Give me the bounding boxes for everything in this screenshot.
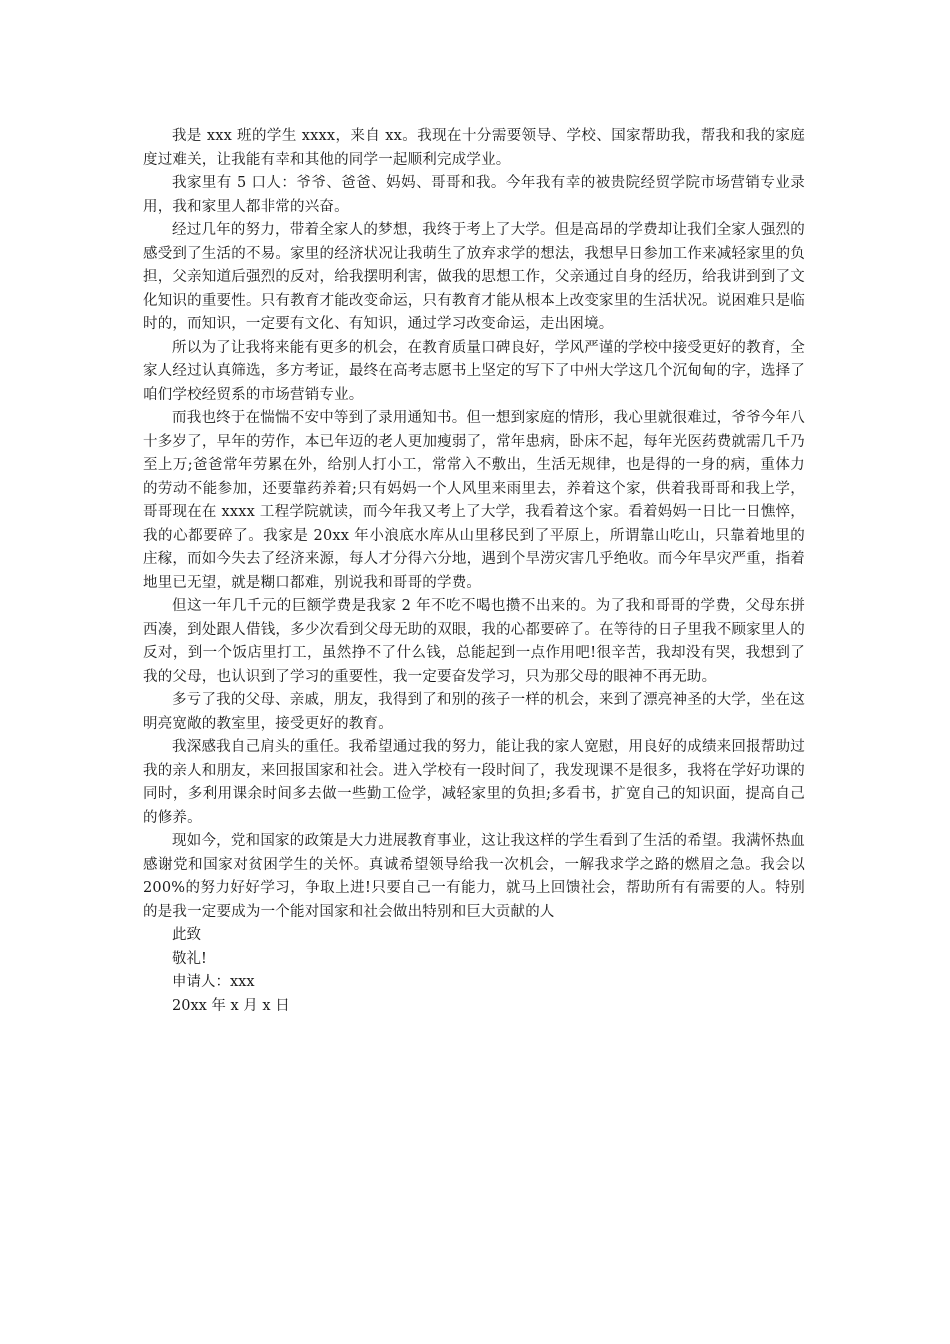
closing-salutation-1: 此致 [172,927,201,943]
paragraph-8: 我深感我自己肩头的重任。我希望通过我的努力，能让我的家人宽慰，用良好的成绩来回报帮助过我的亲人和朋友，来回报国家和社会。进入学校有一段时间了，我发现课不是很多，我将在学好功课的同时，多利用课余时间多去做一些勤工俭学，减轻家里的负担;多看书，扩宽自己的知识面，提高自己的修养。 [143,739,805,826]
paragraph-4: 所以为了让我将来能有更多的机会，在教育质量口碑良好，学风严谨的学校中接受更好的教育，全家人经过认真筛选，多方考证，最终在高考志愿书上坚定的写下了中州大学这几个沉甸甸的字，选择了咱们学校经贸系的市场营销专业。 [143,339,805,403]
paragraph-5: 而我也终于在惴惴不安中等到了录用通知书。但一想到家庭的情形，我心里就很难过，爷爷今年八十多岁了，早年的劳作，本已年迈的老人更加瘦弱了，常年患病，卧床不起，每年光医药费就需几千乃至上万;爸爸常年劳累在外，给别人打小工，常常入不敷出，生活无规律，也是得的一身的病，重体力的劳动不能参加，还要靠药养着;只有妈妈一个人风里来雨里去，养着这个家，供着我哥哥和我上学，哥哥现在在 xxxx 工程学院就读，而今年我又考上了大学，我看着这个家。看着妈妈一日比一日憔悴，我的心都要碎了。我家是 20xx 年小浪底水库从山里移民到了平原上，所谓靠山吃山，只靠着地里的庄稼，而如今失去了经济来源，每人才分得六分地，遇到个旱涝灾害几乎绝收。而今年旱灾严重，指着地里已无望，就是糊口都难，别说我和哥哥的学费。 [143,410,805,591]
applicant-signature: 申请人：xxx [172,974,255,990]
paragraph-1: 我是 xxx 班的学生 xxxx，来自 xx。我现在十分需要领导、学校、国家帮助我，帮我和我的家庭度过难关，让我能有幸和其他的同学一起顺利完成学业。 [143,128,805,168]
paragraph-2: 我家里有 5 口人：爷爷、爸爸、妈妈、哥哥和我。今年我有幸的被贵院经贸学院市场营销专业录用，我和家里人都非常的兴奋。 [143,175,805,215]
letter-date: 20xx 年 x 月 x 日 [172,997,290,1014]
letter-body [143,125,805,1018]
paragraph-6: 但这一年几千元的巨额学费是我家 2 年不吃不喝也攒不出来的。为了我和哥哥的学费，父母东拼西凑，到处跟人借钱，多少次看到父母无助的双眼，我的心都要碎了。在等待的日子里我不顾家里人的反对，到一个饭店里打工，虽然挣不了什么钱，总能起到一点作用吧!很辛苦，我却没有哭，我想到了我的父母，也认识到了学习的重要性，我一定要奋发学习，只为那父母的眼神不再无助。 [143,598,805,685]
paragraph-3: 经过几年的努力，带着全家人的梦想，我终于考上了大学。但是高昂的学费却让我们全家人强烈的感受到了生活的不易。家里的经济状况让我萌生了放弃求学的想法，我想早日参加工作来减轻家里的负担，父亲知道后强烈的反对，给我摆明利害，做我的思想工作，父亲通过自身的经历，给我讲到到了文化知识的重要性。只有教育才能改变命运，只有教育才能从根本上改变家里的生活状况。说困难只是临时的，而知识，一定要有文化、有知识，通过学习改变命运，走出困境。 [143,222,805,332]
paragraph-9: 现如今，党和国家的政策是大力进展教育事业，这让我这样的学生看到了生活的希望。我满怀热血感谢党和国家对贫困学生的关怀。真诚希望领导给我一次机会，一解我求学之路的燃眉之急。我会以 200%的努力好好学习，争取上进!只要自己一有能力，就马上回馈社会，帮助所有有需要的人。特别的是我一定要成为一个能对国家和社会做出特别和巨大贡献的人 [143,833,805,920]
closing-salutation-2: 敬礼! [172,950,207,967]
paragraph-7: 多亏了我的父母、亲戚，朋友，我得到了和别的孩子一样的机会，来到了漂亮神圣的大学，坐在这明亮宽敞的教室里，接受更好的教育。 [143,692,805,732]
